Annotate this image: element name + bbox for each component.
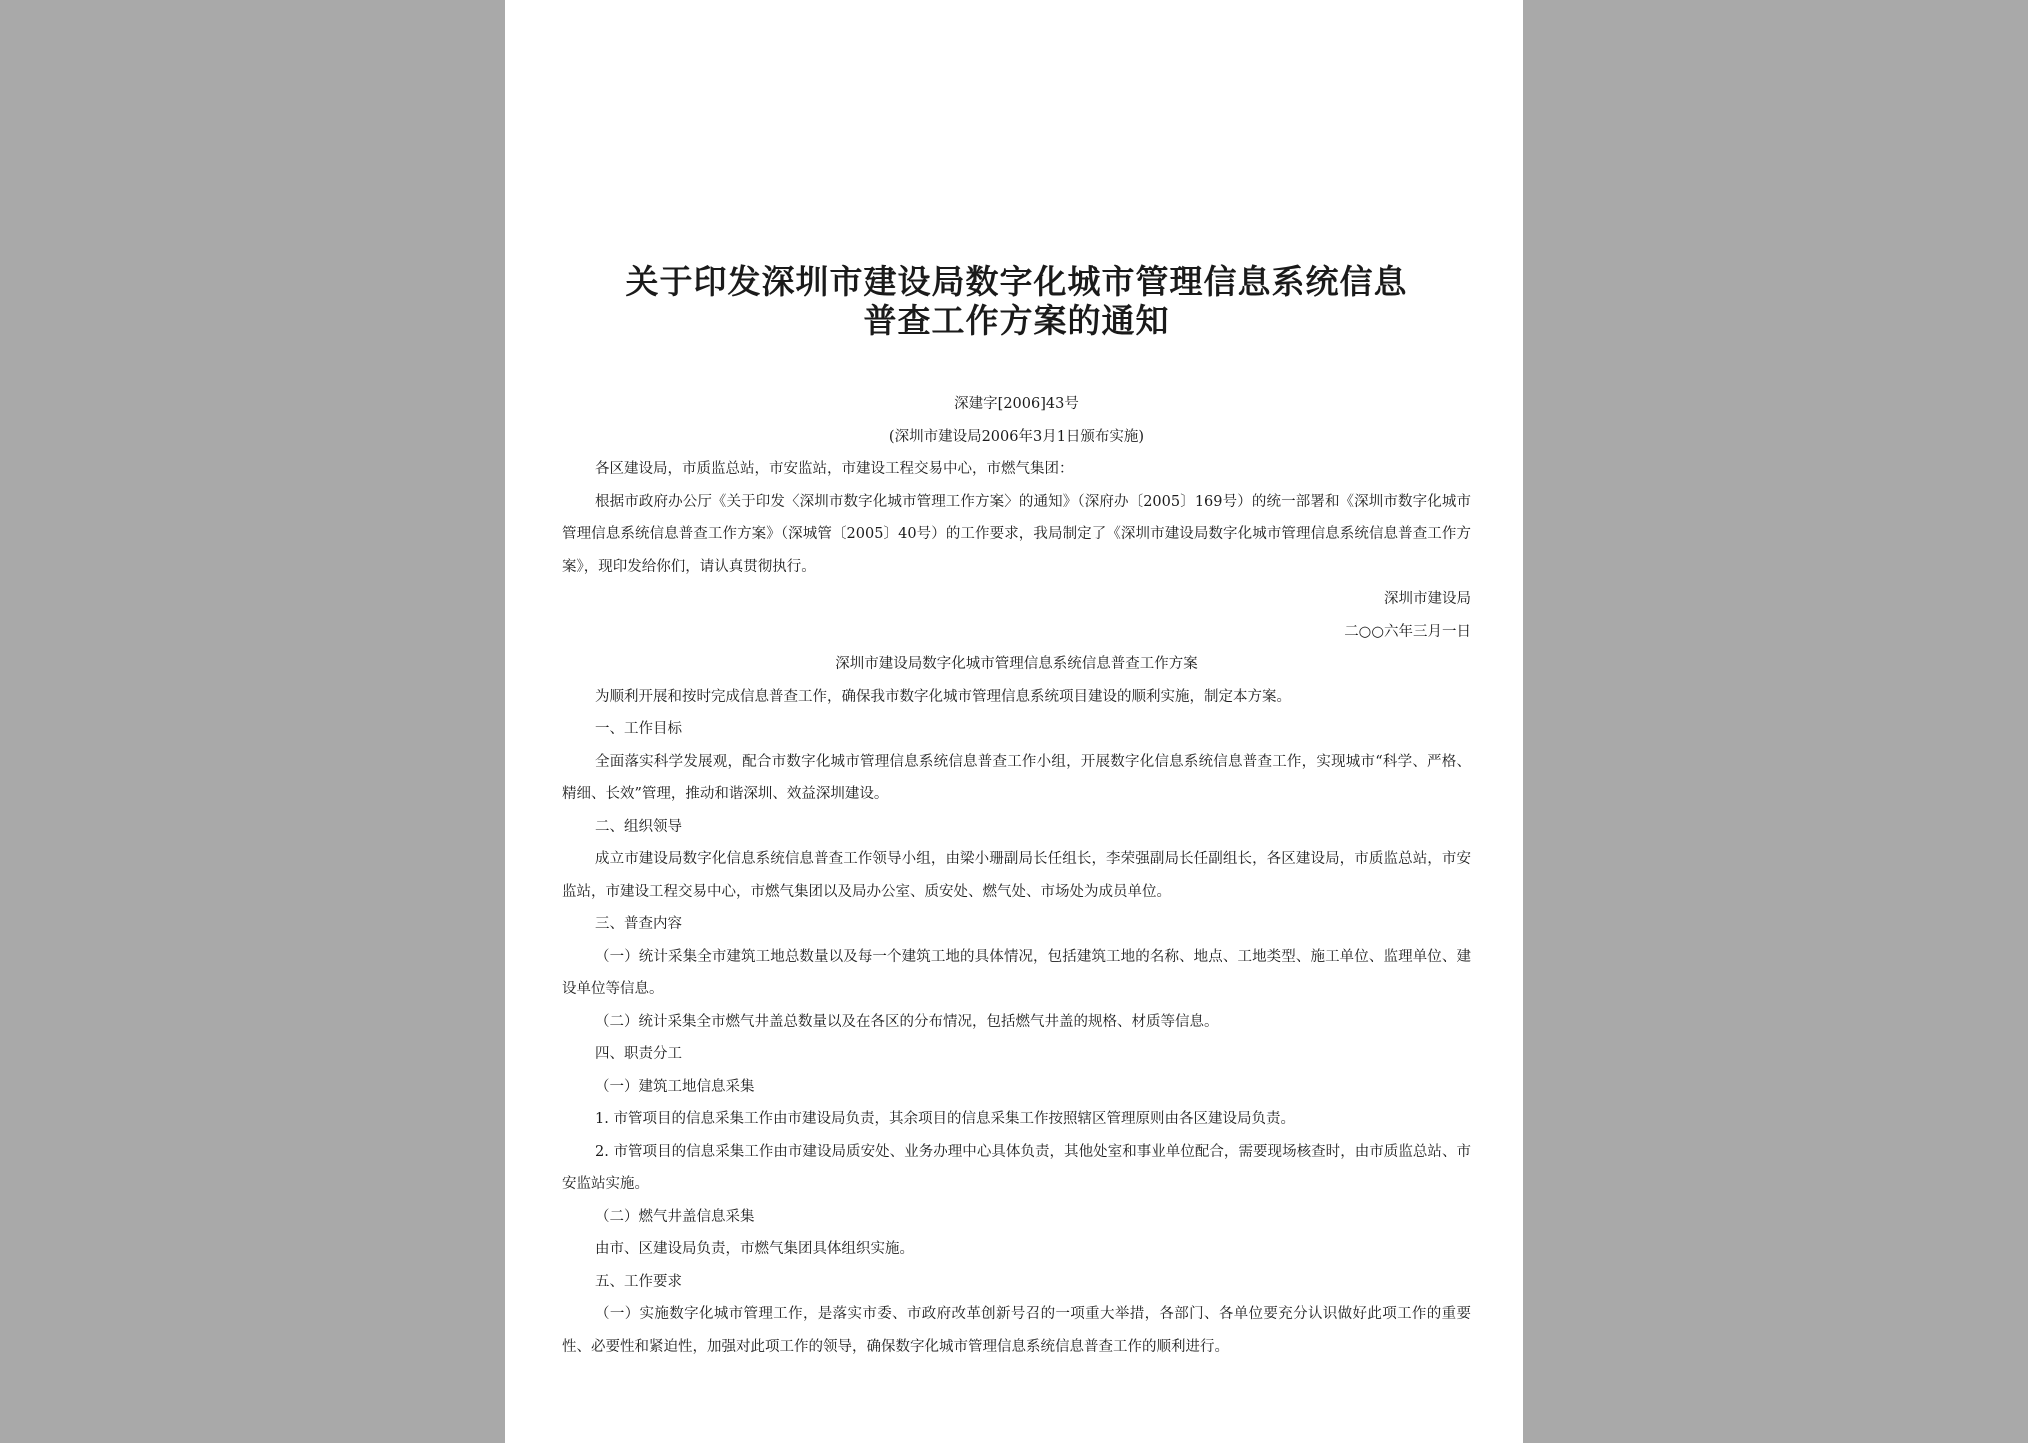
recipients: 各区建设局，市质监总站，市安监站，市建设工程交易中心，市燃气集团： — [595, 461, 1074, 477]
section-item: （一）实施数字化城市管理工作，是落实市委、市政府改革创新号召的一项重大举措，各部门、各单位要充分认识做好此项工作的重要性、必要性和紧迫性，加强对此项工作的领导，确保数字化城市管理信息系统信息普查工作的顺利进行。 — [562, 1306, 1471, 1355]
section-item: （二）统计采集全市燃气井盖总数量以及在各区的分布情况，包括燃气井盖的规格、材质等信息。 — [595, 1013, 1219, 1030]
plan-intro: 为顺利开展和按时完成信息普查工作，确保我市数字化城市管理信息系统项目建设的顺利实施，制定本方案。 — [595, 688, 1291, 705]
section-heading: 四、职责分工 — [595, 1046, 682, 1062]
section-heading: 五、工作要求 — [595, 1273, 682, 1290]
subsection-heading: （一）建筑工地信息采集 — [595, 1078, 755, 1095]
doc-number: 深建字[2006]43号 — [954, 396, 1079, 412]
signature-org: 深圳市建设局 — [1384, 591, 1471, 607]
section-item: 1. 市管项目的信息采集工作由市建设局负责，其余项目的信息采集工作按照辖区管理原则由各区建设局负责。 — [595, 1111, 1295, 1127]
section-heading: 二、组织领导 — [595, 818, 682, 835]
section-text: 由市、区建设局负责，市燃气集团具体组织实施。 — [595, 1241, 914, 1257]
section-item: （一）统计采集全市建筑工地总数量以及每一个建筑工地的具体情况，包括建筑工地的名称、地点、工地类型、施工单位、监理单位、建设单位等信息。 — [562, 948, 1471, 997]
plan-title: 深圳市建设局数字化城市管理信息系统信息普查工作方案 — [835, 656, 1198, 672]
section-heading: 三、普查内容 — [595, 916, 682, 932]
issue-note: (深圳市建设局2006年3月1日颁布实施) — [888, 428, 1145, 445]
document-title — [562, 262, 1471, 340]
signature-date: 二○○六年三月一日 — [1344, 623, 1471, 640]
document-content — [562, 262, 1471, 1363]
intro-paragraph: 根据市政府办公厅《关于印发〈深圳市数字化城市管理工作方案〉的通知》（深府办〔2005〕169号）的统一部署和《深圳市数字化城市管理信息系统信息普查工作方案》（深城管〔2005〕40号）的工作要求，我局制定了《深圳市建设局数字化城市管理信息系统信息普查工作方案》，现印发给你们，请认真贯彻执行。 — [562, 493, 1471, 575]
section-item: 2. 市管项目的信息采集工作由市建设局质安处、业务办理中心具体负责，其他处室和事业单位配合，需要现场核查时，由市质监总站、市安监站实施。 — [562, 1143, 1471, 1192]
section-text: 成立市建设局数字化信息系统信息普查工作领导小组，由梁小珊副局长任组长，李荣强副局长任副组长，各区建设局，市质监总站，市安监站，市建设工程交易中心，市燃气集团以及局办公室、质安处、燃气处、市场处为成员单位。 — [562, 851, 1471, 900]
subsection-heading: （二）燃气井盖信息采集 — [595, 1208, 755, 1225]
title-line-2: 普查工作方案的通知 — [863, 301, 1170, 340]
section-heading: 一、工作目标 — [595, 721, 682, 737]
document-page — [505, 0, 1523, 1443]
title-line-1: 关于印发深圳市建设局数字化城市管理信息系统信息 — [625, 262, 1408, 301]
section-text: 全面落实科学发展观，配合市数字化城市管理信息系统信息普查工作小组，开展数字化信息系统信息普查工作，实现城市“科学、严格、精细、长效”管理，推动和谐深圳、效益深圳建设。 — [562, 753, 1471, 802]
